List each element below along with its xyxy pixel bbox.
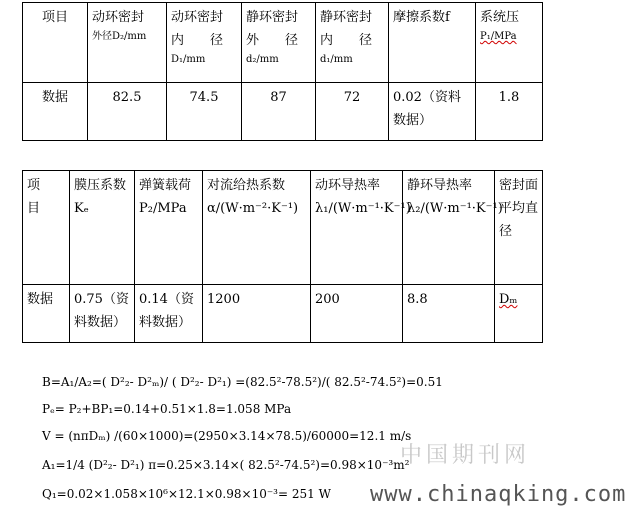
table1-cell: 82.5 — [88, 83, 167, 141]
table2-header-convection: 对流给热系数α/(W·m⁻²·K⁻¹) — [203, 171, 311, 285]
table2-cell: 0.75（资料数据） — [70, 285, 135, 343]
table1-header-inner-dia-static: 静环密封 内 径 d₁/mm — [316, 3, 389, 83]
formula-area-ratio: B=A₁/A₂=( D²₂- D²ₘ)/ ( D²₂- D²₁) =(82.5²-78.5²)/( 82.5²-74.5²)=0.51 — [42, 375, 443, 389]
table1-header-outer-dia-static: 静环密封 外 径 d₂/mm — [242, 3, 316, 83]
table2-header-row — [23, 171, 543, 285]
table2-row-label: 数据 — [23, 285, 70, 343]
table1-cell: 72 — [316, 83, 389, 141]
table2-header-spring-load: 弹簧载荷P₂/MPa — [135, 171, 203, 285]
table1-cell: 74.5 — [167, 83, 242, 141]
table2-header-film-pressure: 膜压系数Kₑ — [70, 171, 135, 285]
table2-data-row — [23, 285, 543, 343]
table2-header-dynamic-conductivity: 动环导热率λ₁/(W·m⁻¹·K⁻¹) — [311, 171, 403, 285]
table1-data-row — [23, 83, 543, 141]
table2-header-item: 项 目 — [23, 171, 70, 285]
table1-header-outer-dia-dynamic: 动环密封 外径D₂/mm — [88, 3, 167, 83]
table2-cell: 8.8 — [403, 285, 495, 343]
table1-cell: 87 — [242, 83, 316, 141]
table1-header-item: 项目 — [23, 3, 88, 83]
parameter-table-1 — [22, 2, 543, 141]
table1-row-label: 数据 — [23, 83, 88, 141]
table1-header-friction: 摩擦系数f — [389, 3, 476, 83]
table2-cell: 200 — [311, 285, 403, 343]
table1-header-inner-dia-dynamic: 动环密封 内 径 D₁/mm — [167, 3, 242, 83]
table2-cell: 0.14（资料数据） — [135, 285, 203, 343]
table1-cell: 1.8 — [476, 83, 543, 141]
watermark-chinese: 中国期刊网 — [400, 443, 531, 468]
watermark-url: www.chinaqking.com — [370, 482, 627, 507]
table2-cell: Dₘ — [495, 285, 543, 343]
table1-header-row — [23, 3, 543, 83]
table1-header-pressure: 系统压 P₁/MPa — [476, 3, 543, 83]
table2-cell: 1200 — [203, 285, 311, 343]
table1-cell: 0.02（资料数据） — [389, 83, 476, 141]
formula-heat-generation: Q₁=0.02×1.058×10⁶×12.1×0.98×10⁻³= 251 W — [42, 487, 331, 501]
parameter-table-2 — [22, 170, 543, 343]
formula-velocity: V = (nπDₘ) /(60×1000)=(2950×3.14×78.5)/60000=12.1 m/s — [42, 429, 412, 443]
table2-header-mean-diameter: 密封面平均直径 — [495, 171, 543, 285]
table2-header-static-conductivity: 静环导热率λ₂/(W·m⁻¹·K⁻¹) — [403, 171, 495, 285]
formula-face-area: A₁=1/4 (D²₂- D²₁) π=0.25×3.14×( 82.5²-74.5²)=0.98×10⁻³m² — [42, 458, 410, 472]
formula-face-pressure: Pₑ= P₂+BP₁=0.14+0.51×1.8=1.058 MPa — [42, 402, 292, 416]
